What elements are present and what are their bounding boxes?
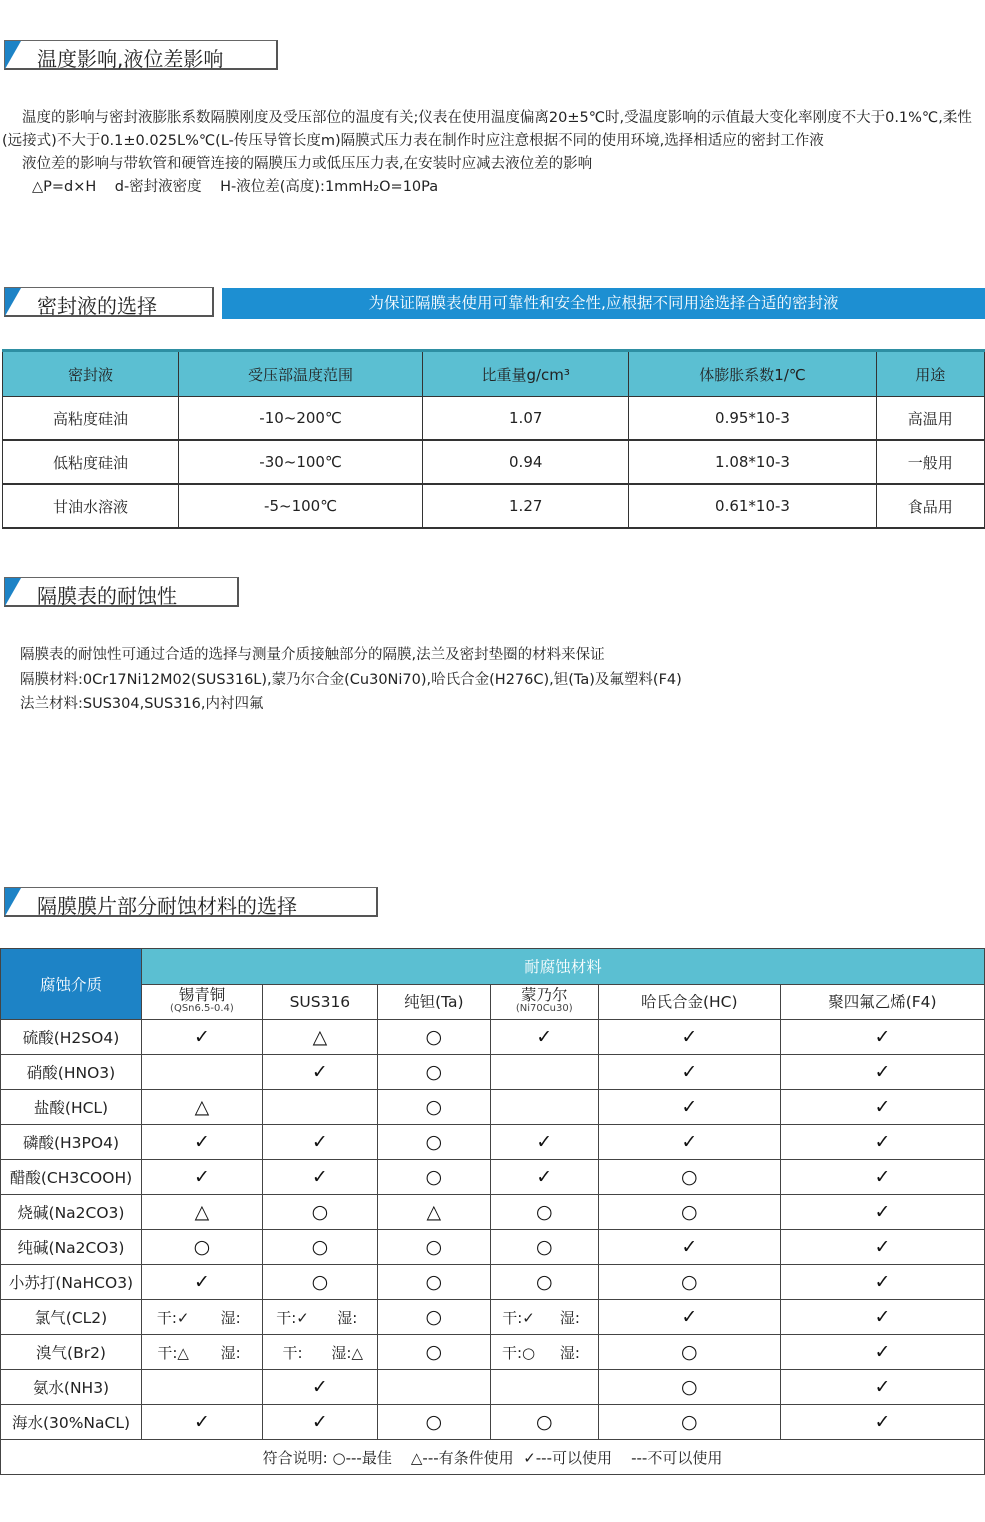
column-header: 用途	[876, 351, 984, 397]
medium-cell: 磷酸(H3PO4)	[1, 1125, 142, 1160]
formula: △P=d×H d-密封液密度 H-液位差(高度):1mmH₂O=10Pa	[32, 179, 439, 195]
table-row	[1, 1335, 985, 1370]
section-header-seal-liquid	[4, 287, 214, 317]
rating-cell	[262, 1125, 377, 1160]
seal-liquid-table	[2, 349, 985, 529]
rating-cell	[598, 1230, 780, 1265]
medium-cell: 小苏打(NaHCO3)	[1, 1265, 142, 1300]
medium-cell: 硝酸(HNO3)	[1, 1055, 142, 1090]
rating-symbol: ✓	[311, 1131, 328, 1153]
rating-cell	[377, 1020, 490, 1055]
header-accent-icon	[5, 888, 21, 916]
rating-cell	[262, 1090, 377, 1125]
table-cell: 0.61*10-3	[629, 484, 876, 528]
rating-symbol: ✓	[874, 1026, 891, 1048]
rating-symbol: ○	[680, 1271, 698, 1293]
rating-cell	[780, 1370, 984, 1405]
corrosion-material-table	[0, 948, 985, 1475]
rating-cell	[490, 1125, 598, 1160]
rating-symbol: ○	[680, 1201, 698, 1223]
column-header: 体膨胀系数1/℃	[629, 351, 876, 397]
dry-wet-value: 干:△	[157, 1343, 189, 1362]
rating-cell	[780, 1125, 984, 1160]
rating-cell	[490, 1020, 598, 1055]
column-header: 密封液	[3, 351, 179, 397]
rating-cell	[598, 1020, 780, 1055]
material-group-header: 耐腐蚀材料	[142, 949, 985, 985]
header-accent-icon	[5, 578, 21, 606]
table-cell: 0.94	[422, 440, 628, 484]
rating-symbol: ✓	[681, 1096, 698, 1118]
rating-symbol: ✓	[681, 1131, 698, 1153]
rating-symbol: ✓	[193, 1271, 210, 1293]
rating-symbol: ○	[193, 1236, 211, 1258]
rating-symbol: ✓	[311, 1061, 328, 1083]
rating-cell	[262, 1230, 377, 1265]
rating-symbol: △	[312, 1026, 328, 1048]
rating-symbol: ○	[680, 1341, 698, 1363]
rating-symbol: △	[426, 1201, 442, 1223]
table-row	[1, 1405, 985, 1440]
rating-symbol: ✓	[874, 1411, 891, 1433]
table-header-row	[3, 351, 985, 397]
rating-cell	[780, 1020, 984, 1055]
table-cell: 1.07	[422, 397, 628, 441]
dry-wet-value: 湿:	[220, 1343, 241, 1362]
dry-wet-value: 湿:	[559, 1343, 580, 1362]
section-title: 温度影响,液位差影响	[37, 47, 224, 71]
table-cell: 高温用	[876, 397, 984, 441]
rating-cell	[490, 1195, 598, 1230]
rating-cell	[598, 1090, 780, 1125]
medium-header: 腐蚀介质	[1, 949, 142, 1020]
medium-cell: 氨水(NH3)	[1, 1370, 142, 1405]
dry-wet-value: 干:✓	[156, 1308, 190, 1327]
rating-symbol: ✓	[874, 1096, 891, 1118]
rating-cell	[490, 1055, 598, 1090]
rating-cell	[780, 1230, 984, 1265]
medium-cell: 氯气(CL2)	[1, 1300, 142, 1335]
rating-symbol: ✓	[874, 1201, 891, 1223]
paragraph: 温度的影响与密封液膨胀系数隔膜刚度及受压部位的温度有关;仪表在使用温度偏离20±5℃时,受温度影响的示值最大变化率刚度不大于0.1%℃,柔性(远接式)不大于0.1±0.025L%℃(L-传压导管长度m)隔膜式压力表在制作时应注意根据不同的使用环境,选择相适应的密封工作液	[2, 110, 972, 149]
material-grade: (Ni70Cu30)	[515, 1002, 573, 1014]
material-header	[142, 984, 263, 1020]
rating-symbol: ✓	[874, 1166, 891, 1188]
medium-cell: 溴气(Br2)	[1, 1335, 142, 1370]
rating-cell	[262, 1405, 377, 1440]
rating-symbol: ✓	[874, 1341, 891, 1363]
section-header-temperature	[4, 40, 278, 70]
rating-symbol: ○	[425, 1271, 443, 1293]
dry-wet-cell	[262, 1300, 377, 1335]
rating-cell	[142, 1090, 263, 1125]
rating-symbol: ✓	[193, 1026, 210, 1048]
rating-cell	[142, 1265, 263, 1300]
rating-cell	[780, 1300, 984, 1335]
rating-cell	[598, 1300, 780, 1335]
rating-cell	[262, 1370, 377, 1405]
rating-cell	[377, 1055, 490, 1090]
material-header	[262, 984, 377, 1020]
rating-cell	[262, 1160, 377, 1195]
table-header-row	[1, 949, 985, 985]
rating-cell	[142, 1230, 263, 1265]
medium-cell: 盐酸(HCL)	[1, 1090, 142, 1125]
rating-cell	[490, 1405, 598, 1440]
rating-cell	[598, 1055, 780, 1090]
rating-cell	[598, 1195, 780, 1230]
rating-cell	[377, 1125, 490, 1160]
rating-cell	[262, 1055, 377, 1090]
rating-cell	[142, 1195, 263, 1230]
rating-cell	[780, 1195, 984, 1230]
table-cell: 一般用	[876, 440, 984, 484]
rating-symbol: ✓	[681, 1061, 698, 1083]
rating-symbol: ○	[680, 1376, 698, 1398]
rating-cell	[598, 1335, 780, 1370]
material-header-row	[1, 984, 985, 1020]
section-header-corrosion	[4, 577, 239, 607]
rating-cell	[377, 1370, 490, 1405]
rating-symbol: ○	[425, 1026, 443, 1048]
rating-symbol: ○	[425, 1411, 443, 1433]
dry-wet-value: 湿:	[220, 1308, 241, 1327]
dry-wet-value: 湿:△	[331, 1343, 364, 1362]
rating-symbol: △	[194, 1201, 210, 1223]
rating-symbol: ○	[535, 1201, 553, 1223]
rating-cell	[377, 1090, 490, 1125]
material-name: 哈氏合金(HC)	[640, 992, 738, 1011]
column-header: 受压部温度范围	[179, 351, 423, 397]
medium-cell: 醋酸(CH3COOH)	[1, 1160, 142, 1195]
material-name: 锡青铜	[178, 985, 226, 1004]
rating-symbol: ✓	[874, 1306, 891, 1328]
rating-symbol: ✓	[536, 1166, 553, 1188]
table-row	[3, 484, 985, 528]
rating-cell	[490, 1230, 598, 1265]
table-row	[1, 1160, 985, 1195]
rating-cell	[377, 1195, 490, 1230]
rating-cell	[780, 1090, 984, 1125]
rating-cell	[598, 1370, 780, 1405]
rating-symbol: ✓	[193, 1166, 210, 1188]
rating-symbol: ✓	[681, 1026, 698, 1048]
rating-cell	[780, 1405, 984, 1440]
dry-wet-value: 干:○	[501, 1343, 536, 1362]
rating-cell	[262, 1020, 377, 1055]
table-row	[1, 1125, 985, 1160]
temperature-text	[2, 107, 980, 199]
paragraph: 液位差的影响与带软管和硬管连接的隔膜压力或低压压力表,在安装时应减去液位差的影响	[22, 156, 593, 172]
table-row	[1, 1265, 985, 1300]
material-header	[598, 984, 780, 1020]
dry-wet-cell	[262, 1335, 377, 1370]
rating-symbol: ✓	[874, 1131, 891, 1153]
rating-symbol: ○	[680, 1166, 698, 1188]
table-cell: 甘油水溶液	[3, 484, 179, 528]
rating-cell	[142, 1020, 263, 1055]
rating-symbol: ○	[535, 1236, 553, 1258]
rating-symbol: ✓	[311, 1166, 328, 1188]
dry-wet-cell	[142, 1300, 263, 1335]
rating-cell	[262, 1265, 377, 1300]
rating-symbol: ○	[425, 1131, 443, 1153]
table-row	[1, 1195, 985, 1230]
section-title: 隔膜膜片部分耐蚀材料的选择	[37, 894, 297, 918]
table-cell: -5~100℃	[179, 484, 423, 528]
table-cell: 高粘度硅油	[3, 397, 179, 441]
rating-symbol: ○	[425, 1096, 443, 1118]
table-row	[1, 1090, 985, 1125]
material-name: 蒙乃尔	[520, 985, 568, 1004]
rating-symbol: ○	[535, 1271, 553, 1293]
rating-cell	[262, 1195, 377, 1230]
rating-symbol: ✓	[193, 1411, 210, 1433]
dry-wet-cell	[142, 1335, 263, 1370]
rating-cell	[780, 1160, 984, 1195]
rating-symbol: ✓	[681, 1306, 698, 1328]
table-cell: 食品用	[876, 484, 984, 528]
medium-cell: 烧碱(Na2CO3)	[1, 1195, 142, 1230]
rating-cell	[780, 1055, 984, 1090]
rating-cell	[598, 1125, 780, 1160]
rating-symbol: ✓	[536, 1131, 553, 1153]
material-name: SUS316	[289, 992, 351, 1011]
dry-wet-cell	[490, 1335, 598, 1370]
rating-cell	[377, 1230, 490, 1265]
table-row	[1, 1055, 985, 1090]
rating-cell	[780, 1335, 984, 1370]
rating-cell	[490, 1160, 598, 1195]
medium-cell: 纯碱(Na2CO3)	[1, 1230, 142, 1265]
medium-cell: 硫酸(H2SO4)	[1, 1020, 142, 1055]
seal-banner: 为保证隔膜表使用可靠性和安全性,应根据不同用途选择合适的密封液	[222, 288, 985, 319]
column-header: 比重量g/cm³	[422, 351, 628, 397]
paragraph: 法兰材料:SUS304,SUS316,内衬四氟	[20, 696, 264, 712]
corrosion-text	[20, 643, 960, 717]
rating-symbol: ✓	[193, 1131, 210, 1153]
rating-symbol: ✓	[874, 1236, 891, 1258]
dry-wet-value: 干:✓	[276, 1308, 309, 1327]
dry-wet-cell	[490, 1300, 598, 1335]
material-header	[490, 984, 598, 1020]
legend-row	[1, 1440, 985, 1475]
header-accent-icon	[5, 288, 21, 316]
rating-symbol: ✓	[536, 1026, 553, 1048]
rating-cell	[377, 1160, 490, 1195]
rating-symbol: ✓	[874, 1376, 891, 1398]
table-cell: 低粘度硅油	[3, 440, 179, 484]
rating-symbol: ✓	[874, 1061, 891, 1083]
section-title: 隔膜表的耐蚀性	[37, 584, 177, 608]
paragraph: 隔膜表的耐蚀性可通过合适的选择与测量介质接触部分的隔膜,法兰及密封垫圈的材料来保证	[20, 647, 605, 663]
dry-wet-value: 湿:	[337, 1308, 358, 1327]
rating-symbol: ○	[425, 1236, 443, 1258]
rating-symbol: ○	[311, 1236, 329, 1258]
rating-symbol: △	[194, 1096, 210, 1118]
table-cell: 0.95*10-3	[629, 397, 876, 441]
rating-cell	[142, 1370, 263, 1405]
rating-symbol: ○	[425, 1306, 443, 1328]
rating-cell	[142, 1125, 263, 1160]
paragraph: 隔膜材料:0Cr17Ni12M02(SUS316L),蒙乃尔合金(Cu30Ni70),哈氏合金(H276C),钽(Ta)及氟塑料(F4)	[20, 671, 682, 688]
table-row	[1, 1370, 985, 1405]
rating-cell	[490, 1090, 598, 1125]
dry-wet-value: 湿:	[559, 1308, 580, 1327]
material-grade: (QSn6.5-0.4)	[170, 1002, 234, 1014]
material-name: 纯钽(Ta)	[404, 992, 464, 1011]
rating-cell	[142, 1405, 263, 1440]
rating-cell	[598, 1160, 780, 1195]
rating-cell	[377, 1405, 490, 1440]
table-row	[3, 440, 985, 484]
material-name: 聚四氟乙烯(F4)	[828, 992, 937, 1011]
rating-cell	[142, 1055, 263, 1090]
table-cell: -30~100℃	[179, 440, 423, 484]
table-cell: -10~200℃	[179, 397, 423, 441]
rating-symbol: ○	[535, 1411, 553, 1433]
legend-text: 符合说明: ○---最佳 △---有条件使用 ✓---可以使用 ---不可以使用	[1, 1440, 985, 1475]
table-cell: 1.27	[422, 484, 628, 528]
rating-symbol: ○	[311, 1271, 329, 1293]
material-header	[377, 984, 490, 1020]
table-cell: 1.08*10-3	[629, 440, 876, 484]
table-row	[1, 1230, 985, 1265]
dry-wet-value: 干:✓	[502, 1308, 535, 1327]
rating-symbol: ✓	[311, 1376, 328, 1398]
dry-wet-value: 干:	[282, 1343, 303, 1362]
header-accent-icon	[5, 41, 21, 69]
rating-cell	[142, 1160, 263, 1195]
rating-cell	[598, 1265, 780, 1300]
table-row	[3, 397, 985, 441]
rating-cell	[377, 1335, 490, 1370]
section-title: 密封液的选择	[37, 294, 157, 318]
rating-symbol: ✓	[311, 1411, 328, 1433]
material-header	[780, 984, 984, 1020]
rating-cell	[780, 1265, 984, 1300]
rating-cell	[490, 1265, 598, 1300]
rating-cell	[377, 1300, 490, 1335]
table-row	[1, 1300, 985, 1335]
rating-symbol: ✓	[874, 1271, 891, 1293]
rating-symbol: ○	[680, 1411, 698, 1433]
table-row	[1, 1020, 985, 1055]
rating-symbol: ○	[425, 1061, 443, 1083]
rating-symbol: ○	[425, 1166, 443, 1188]
rating-cell	[598, 1405, 780, 1440]
rating-cell	[490, 1370, 598, 1405]
medium-cell: 海水(30%NaCL)	[1, 1405, 142, 1440]
section-header-material-selection	[4, 887, 378, 917]
rating-cell	[377, 1265, 490, 1300]
rating-symbol: ○	[425, 1341, 443, 1363]
rating-symbol: ○	[311, 1201, 329, 1223]
rating-symbol: ✓	[681, 1236, 698, 1258]
